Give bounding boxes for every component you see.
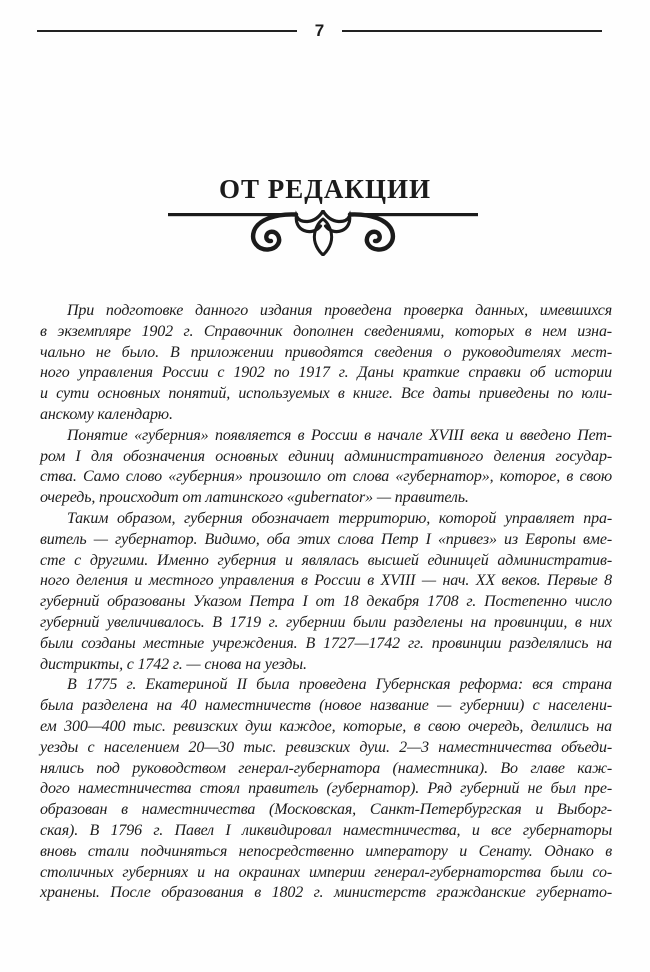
- text-line: витель — губернатор. Видимо, оба этих слова Петр I «привез» из Европы вме-: [40, 530, 612, 548]
- paragraph: [40, 675, 612, 904]
- text-line: Понятие «губерния» появляется в России в начале XVIII века и введено Пет-: [67, 426, 612, 444]
- text-line: ного деления и местного управления в России в XVIII — нач. XX веков. Первые 8: [40, 572, 612, 590]
- text-line: ем 300—400 тыс. ревизских душ каждое, которые, в свою очередь, делились на: [40, 717, 612, 735]
- text-line: сте с другими. Именно губерния и являлась высшей единицей административ-: [40, 551, 612, 569]
- scroll-fleur-ornament-icon: [168, 210, 478, 256]
- text-line: ром I для обозначения основных единиц административного деления государ-: [40, 447, 612, 465]
- header-rule-right: [342, 30, 602, 32]
- section-title: ОТ РЕДАКЦИИ: [219, 174, 431, 204]
- text-line: уезды с населением 20—30 тыс. ревизских душ. 2—3 наместничества объеди-: [40, 738, 612, 756]
- text-line: В 1775 г. Екатериной II была проведена Губернская реформа: вся страна: [67, 676, 612, 694]
- header-rule-left: [37, 30, 297, 32]
- text-line: дого наместничества стоял правитель (губернатор). Ряд губерний не был пре-: [40, 780, 612, 798]
- text-line: хранены. После образования в 1802 г. министерств гражданские губернато-: [40, 884, 612, 902]
- text-line: и сути основных понятий, используемых в книге. Все даты приведены по юли-: [40, 385, 612, 403]
- text-line: вновь стали подчиняться непосредственно императору и Сенату. Однако в: [40, 842, 612, 860]
- paragraph: [40, 301, 612, 426]
- text-line: очередь, происходит от латинского «gubernator» — правитель.: [40, 489, 469, 507]
- text-line: ного управления России с 1902 по 1917 г. Даны краткие справки об истории: [40, 364, 612, 382]
- text-line: анскому календарю.: [40, 405, 173, 423]
- paragraph: [40, 509, 612, 675]
- text-line: губерний образованы Указом Петра I от 18 декабря 1708 г. Постепенно число: [40, 593, 612, 611]
- body-text: [40, 301, 612, 904]
- text-line: губерний увеличивалось. В 1719 г. губернии были разделены на провинции, в них: [40, 613, 612, 631]
- text-line: была разделена на 40 наместничеств (новое название — губернии) с населени-: [40, 697, 612, 715]
- text-line: образован в наместничества (Московская, Санкт-Петербургская и Выборг-: [40, 801, 612, 819]
- text-line: ства. Само слово «губерния» произошло от слова «губернатор», которое, в свою: [40, 468, 612, 486]
- text-line: нялись под руководством генерал-губернатора (наместника). Во главе каж-: [40, 759, 612, 777]
- text-line: столичных губерниях и на окраинах империи генерал-губернаторства были со-: [40, 863, 612, 881]
- page-number: 7: [314, 20, 325, 40]
- paragraph: [40, 426, 612, 509]
- text-line: дистрикты, с 1742 г. — снова на уезды.: [40, 655, 307, 673]
- text-line: ская). В 1796 г. Павел I ликвидировал наместничества, и все губернаторы: [40, 821, 612, 839]
- text-line: Таким образом, губерния обозначает территорию, которой управляет пра-: [67, 509, 612, 527]
- text-line: чально не было. В приложении приводятся сведения о руководителях мест-: [40, 343, 612, 361]
- running-head: [37, 18, 602, 44]
- text-line: При подготовке данного издания проведена проверка данных, имевшихся: [67, 302, 612, 319]
- text-line: были созданы местные учреждения. В 1727—1742 гг. провинции разделялись на: [40, 634, 612, 652]
- text-line: в экземпляре 1902 г. Справочник дополнен сведениями, которых в нем изна-: [40, 322, 612, 340]
